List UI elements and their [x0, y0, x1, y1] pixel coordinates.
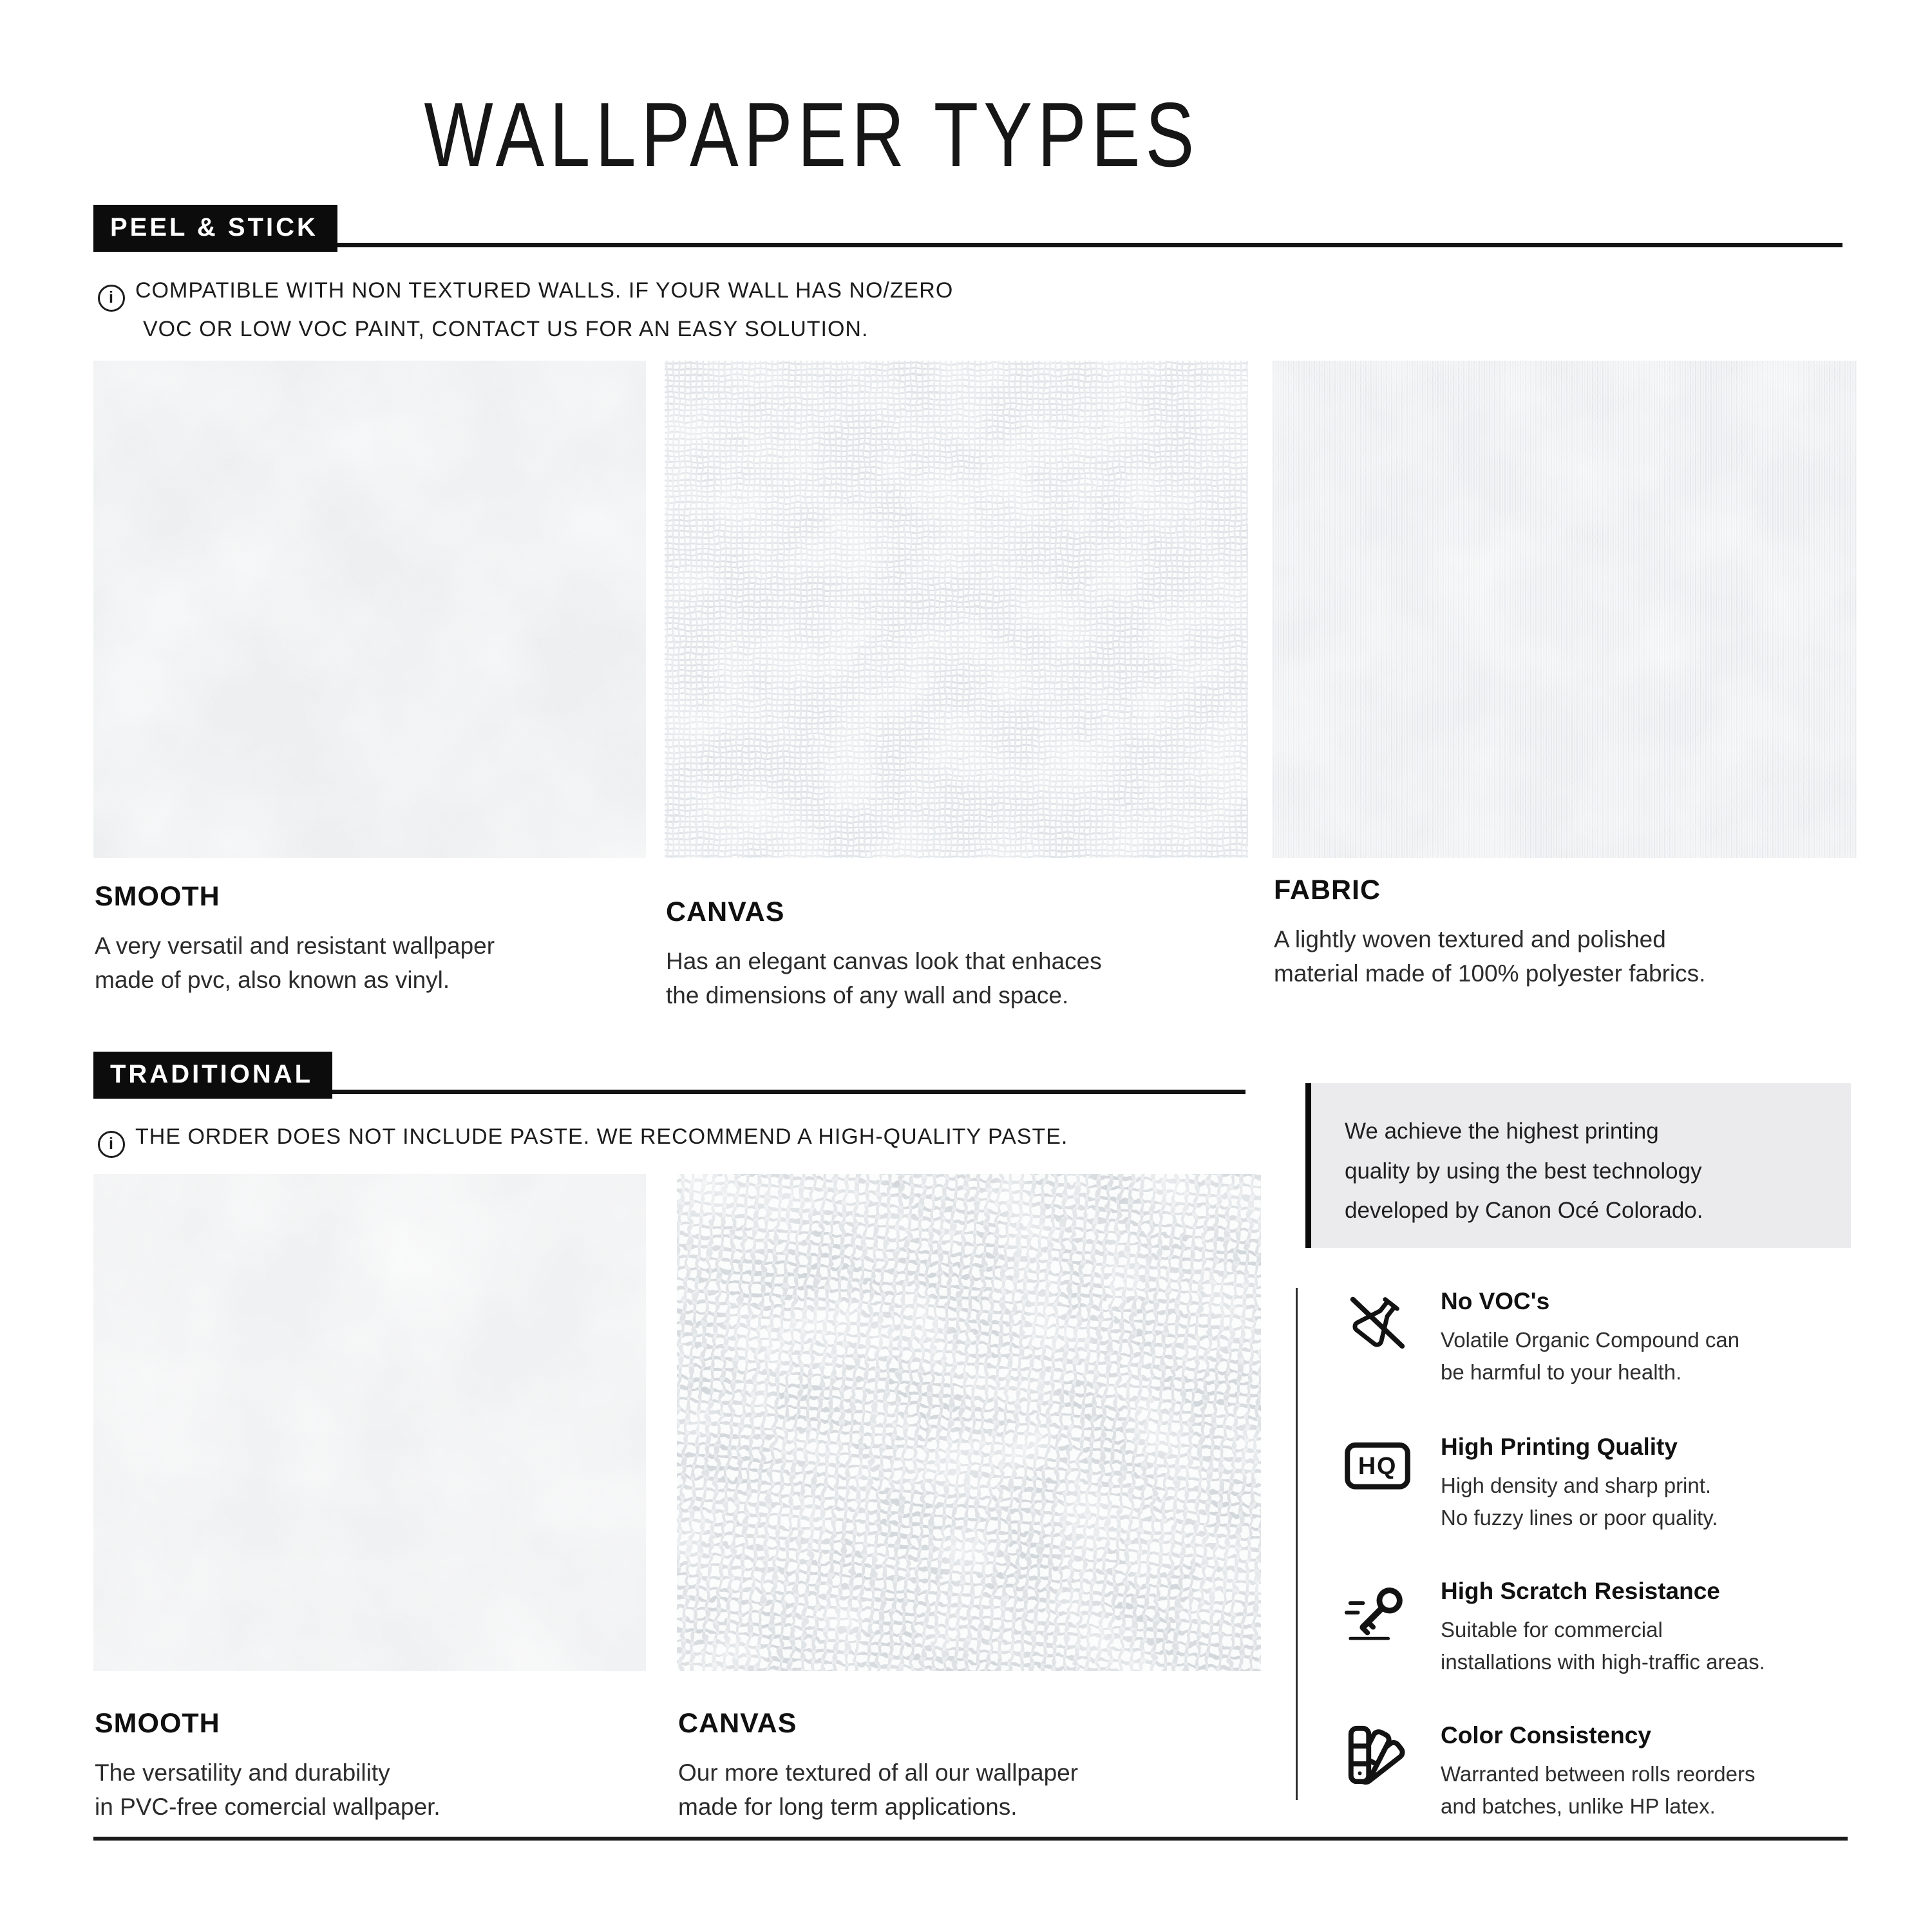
traditional-note: [98, 1119, 1068, 1158]
swatch-image-traditional-smooth: [93, 1174, 646, 1671]
swatch-label: SMOOTH: [95, 1708, 220, 1739]
fine-canvas-texture: [665, 361, 1248, 858]
feature-no-vocs: [1343, 1287, 1877, 1388]
peel-smooth-text: [95, 881, 495, 997]
swatch-label: CANVAS: [678, 1708, 797, 1739]
feature-color-consistency: [1343, 1721, 1877, 1823]
peel-fabric-text: [1274, 875, 1705, 990]
feature-high-scratch-resistance: [1343, 1577, 1877, 1678]
feature-desc-line: Suitable for commercial: [1441, 1618, 1663, 1642]
flask-crossed-icon: [1343, 1287, 1412, 1356]
woven-fabric-texture: [1273, 361, 1857, 858]
swatch-desc-line: A very versatil and resistant wallpaper: [95, 933, 495, 959]
swatch-desc-line: in PVC-free comercial wallpaper.: [95, 1793, 440, 1820]
feature-desc-line: No fuzzy lines or poor quality.: [1441, 1506, 1718, 1530]
feature-desc-line: installations with high-traffic areas.: [1441, 1650, 1765, 1674]
feature-high-printing-quality: [1343, 1432, 1877, 1534]
swatch-label: SMOOTH: [95, 881, 220, 912]
sidebar-divider-line: [1296, 1288, 1298, 1800]
coarse-canvas-texture: [677, 1174, 1261, 1671]
smooth-vinyl-texture: [93, 361, 646, 858]
page-title: [0, 82, 1623, 188]
printing-quality-note-box: [1305, 1083, 1851, 1248]
info-icon: i: [98, 1131, 125, 1158]
feature-title: Color Consistency: [1441, 1722, 1651, 1748]
section-badge-peel-and-stick: PEEL & STICK: [93, 205, 337, 252]
swatch-image-peel-canvas: [665, 361, 1248, 858]
peel-section-rule: [93, 243, 1842, 247]
hq-stamp-label: HQ: [1358, 1452, 1397, 1480]
feature-desc-line: High density and sharp print.: [1441, 1473, 1712, 1497]
info-icon: i: [98, 285, 125, 312]
feature-title: No VOC's: [1441, 1288, 1550, 1314]
swatch-image-traditional-canvas: [677, 1174, 1261, 1671]
swatch-desc-line: made of pvc, also known as vinyl.: [95, 966, 450, 993]
feature-title: High Scratch Resistance: [1441, 1578, 1720, 1604]
quality-note-line: developed by Canon Océ Colorado.: [1345, 1198, 1703, 1224]
traditional-canvas-text: [678, 1708, 1078, 1824]
feature-desc-line: Warranted between rolls reorders: [1441, 1762, 1756, 1786]
feature-desc-line: Volatile Organic Compound can: [1441, 1328, 1740, 1352]
peel-note: [98, 273, 953, 347]
swatch-desc-line: A lightly woven textured and polished: [1274, 926, 1666, 952]
color-fan-icon: [1343, 1721, 1412, 1790]
bottom-divider-line: [93, 1837, 1848, 1841]
key-scratch-icon: [1343, 1577, 1412, 1646]
page-title-text: WALLPAPER TYPES: [424, 84, 1199, 186]
feature-title: High Printing Quality: [1441, 1434, 1678, 1460]
feature-desc-line: and batches, unlike HP latex.: [1441, 1794, 1716, 1819]
swatch-desc-line: Has an elegant canvas look that enhaces: [666, 948, 1102, 974]
peel-note-line2: VOC OR LOW VOC PAINT, CONTACT US FOR AN EASY SOLUTION.: [143, 316, 869, 341]
swatch-desc-line: the dimensions of any wall and space.: [666, 981, 1069, 1009]
peel-note-line1: COMPATIBLE WITH NON TEXTURED WALLS. IF YOUR WALL HAS NO/ZERO: [135, 278, 954, 303]
traditional-note-line: THE ORDER DOES NOT INCLUDE PASTE. WE RECOMMEND A HIGH-QUALITY PASTE.: [135, 1124, 1068, 1149]
swatch-desc-line: made for long term applications.: [678, 1793, 1018, 1820]
swatch-label: FABRIC: [1274, 875, 1381, 905]
swatch-image-peel-fabric: [1273, 361, 1857, 858]
swatch-desc-line: material made of 100% polyester fabrics.: [1274, 960, 1706, 987]
swatch-desc-line: Our more textured of all our wallpaper: [678, 1759, 1079, 1786]
smooth-paper-texture: [93, 1174, 646, 1671]
swatch-desc-line: The versatility and durability: [95, 1759, 390, 1786]
traditional-smooth-text: [95, 1708, 440, 1824]
swatch-label: CANVAS: [666, 896, 785, 927]
feature-desc-line: be harmful to your health.: [1441, 1360, 1682, 1385]
section-badge-traditional: TRADITIONAL: [93, 1052, 332, 1099]
peel-canvas-text: [666, 896, 1102, 1012]
swatch-image-peel-smooth: [93, 361, 646, 858]
quality-note-line: quality by using the best technology: [1345, 1158, 1702, 1184]
hq-stamp-icon: [1343, 1432, 1412, 1502]
quality-note-line: We achieve the highest printing: [1345, 1119, 1659, 1144]
